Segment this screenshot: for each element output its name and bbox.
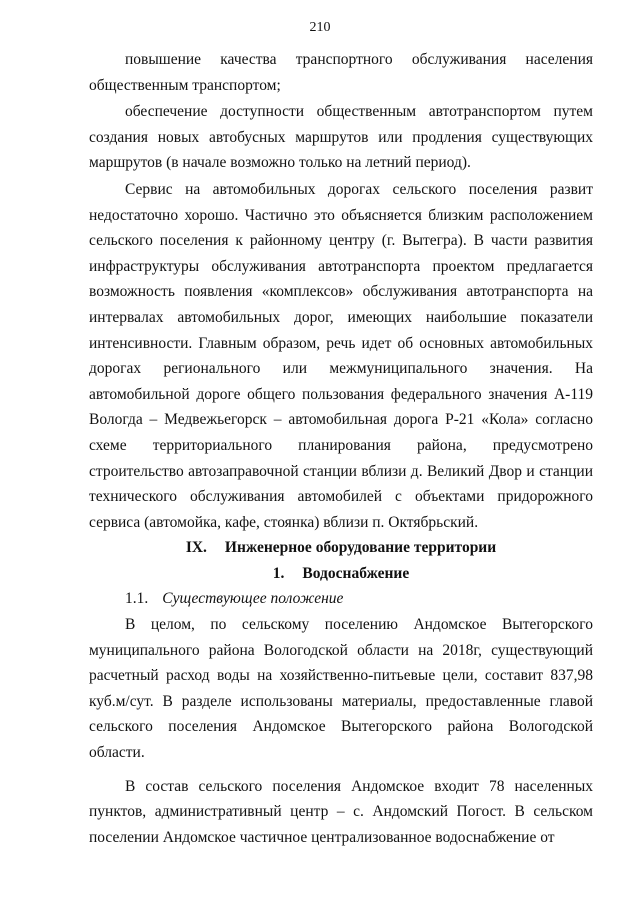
paragraph: Сервис на автомобильных дорогах сельского поселения развит недостаточно хорошо. Частично это объясняется близким расположением сельского поселения к районному центру (г. Вытегра). В части развития инфраструктуры обслуживания автотранспорта проектом предлагается возможность появления «комплексов» обслуживания автотранспорта на интервалах автомобильных дорог, имеющих наибольшие показатели интенсивности. Главным образом, речь идет об основных автомобильных дорогах регионального или межмуниципального значения. На автомобильной дороге общего пользования федерального значения А-119 Вологда – Медвежьегорск – автомобильная дорога Р-21 «Кола» согласно схеме территориального планирования района, предусмотрено строительство автозаправочной станции вблизи д. Великий Двор и станции технического обслуживания автомобилей с объектами придорожного сервиса (автомойка, кафе, стоянка) вблизи п. Октябрьский. [89, 180, 593, 531]
subsection-number: 1. [272, 564, 285, 582]
section-number: IX. [185, 539, 207, 557]
subsection-title: Водоснабжение [302, 564, 410, 582]
paragraph: повышение качества транспортного обслуживания населения общественным транспортом; [89, 51, 593, 94]
page-number: 210 [309, 20, 331, 35]
subsubsection-title: Существующее положение [162, 590, 344, 608]
subsubsection-heading [89, 586, 593, 612]
paragraph: В целом, по сельскому поселению Андомское Вытегорского муниципального района Вологодской области на 2018г, существующий расчетный расход воды на хозяйственно-питьевые цели, составит 837,98 куб.м/сут. В разделе использованы материалы, предоставленные главой сельского поселения Андомское Вытегорского района Вологодской области. [89, 616, 593, 762]
section-heading [89, 535, 593, 561]
document-body [89, 47, 593, 850]
paragraph: обеспечение доступности общественным автотранспортом путем создания новых автобусных маршрутов или продления существующих маршрутов (в начале возможно только на летний период). [89, 103, 593, 172]
section-title: Инженерное оборудование территории [224, 539, 497, 557]
subsection-heading [89, 561, 593, 587]
paragraph: В состав сельского поселения Андомское входит 78 населенных пунктов, административный центр – с. Андомский Погост. В сельском поселении Андомское частичное централизованное водоснабжение от [89, 777, 593, 846]
subsubsection-number: 1.1. [125, 590, 149, 608]
